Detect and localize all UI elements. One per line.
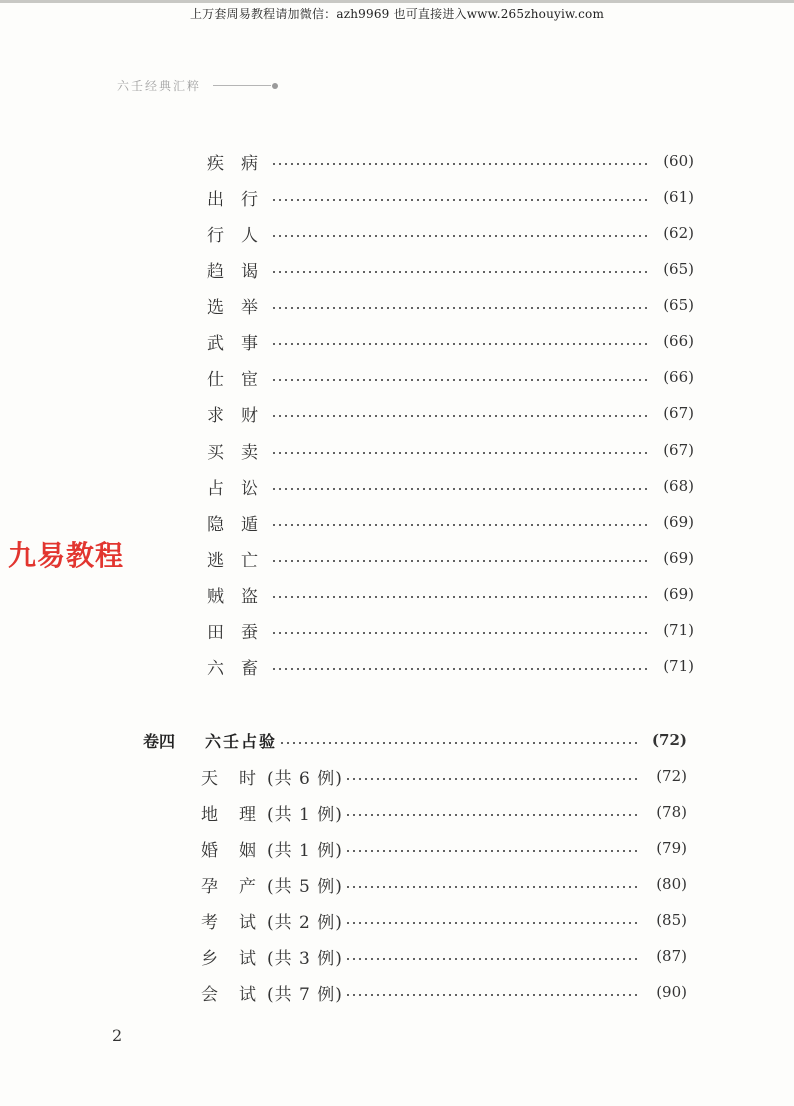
dot-leader	[345, 814, 641, 816]
watermark-banner: 上万套周易教程请加微信：azh9969 也可直接进入www.265zhouyiw.com	[189, 7, 605, 21]
entry-char: 武	[207, 333, 224, 354]
dot-leader	[271, 596, 648, 598]
entry-char: 宦	[241, 369, 258, 390]
toc-entry[interactable]	[207, 329, 694, 353]
toc-entry[interactable]	[207, 618, 694, 642]
entry-page: (90)	[656, 983, 687, 1001]
entry-note: (共 1 例)	[267, 804, 343, 825]
dot-leader	[271, 307, 648, 309]
entry-char: 讼	[241, 478, 258, 499]
entry-char: 人	[241, 225, 258, 246]
entry-char: 试	[239, 984, 256, 1005]
volume-title: 六壬占验	[205, 731, 278, 751]
toc-entry[interactable]	[207, 474, 694, 498]
entry-char: 病	[241, 153, 258, 174]
dot-leader	[271, 379, 648, 381]
toc-sub-entry[interactable]	[201, 764, 687, 788]
volume-page: (72)	[651, 731, 687, 749]
toc-entry[interactable]	[207, 654, 694, 678]
toc-sub-entry[interactable]	[201, 908, 687, 932]
entry-page: (85)	[656, 911, 687, 929]
entry-page: (80)	[656, 875, 687, 893]
entry-char: 田	[207, 622, 224, 643]
entry-note: (共 3 例)	[267, 948, 343, 969]
entry-char: 事	[241, 333, 258, 354]
entry-char: 求	[207, 405, 224, 426]
running-head-rule	[213, 85, 271, 86]
entry-page: (60)	[663, 152, 694, 170]
entry-char: 婚	[201, 840, 218, 861]
entry-page: (69)	[663, 513, 694, 531]
entry-char: 试	[239, 948, 256, 969]
dot-leader	[345, 958, 641, 960]
entry-char: 乡	[201, 948, 218, 969]
toc-entry[interactable]	[207, 185, 694, 209]
toc-entry[interactable]	[207, 293, 694, 317]
toc-entry[interactable]	[207, 510, 694, 534]
dot-leader	[271, 163, 648, 165]
entry-char: 行	[207, 225, 224, 246]
page-number: 2	[112, 1026, 123, 1045]
entry-char: 时	[239, 768, 256, 789]
entry-char: 行	[241, 189, 258, 210]
toc-entry[interactable]	[207, 221, 694, 245]
entry-char: 出	[207, 189, 224, 210]
entry-page: (69)	[663, 585, 694, 603]
dot-leader	[345, 994, 641, 996]
entry-char: 亡	[241, 550, 258, 571]
entry-char: 趋	[207, 261, 224, 282]
brand-watermark: 九易教程	[8, 539, 125, 572]
dot-leader	[271, 668, 648, 670]
entry-char: 卖	[241, 442, 258, 463]
entry-note: (共 5 例)	[267, 876, 343, 897]
volume-label: 卷四	[143, 731, 176, 751]
entry-char: 姻	[239, 840, 256, 861]
dot-leader	[345, 850, 641, 852]
entry-char: 买	[207, 442, 224, 463]
entry-note: (共 2 例)	[267, 912, 343, 933]
entry-char: 六	[207, 658, 224, 679]
entry-page: (65)	[663, 296, 694, 314]
entry-char: 选	[207, 297, 224, 318]
dot-leader	[279, 742, 641, 744]
entry-page: (69)	[663, 549, 694, 567]
entry-page: (65)	[663, 260, 694, 278]
entry-char: 理	[239, 804, 256, 825]
toc-sub-entry[interactable]	[201, 980, 687, 1004]
entry-page: (61)	[663, 188, 694, 206]
entry-char: 蚕	[241, 622, 258, 643]
entry-char: 占	[207, 478, 224, 499]
toc-entry[interactable]	[207, 546, 694, 570]
entry-page: (71)	[663, 657, 694, 675]
toc-entry[interactable]	[207, 582, 694, 606]
entry-char: 畜	[241, 658, 258, 679]
entry-char: 地	[201, 804, 218, 825]
toc-entry[interactable]	[207, 365, 694, 389]
dot-leader	[271, 271, 648, 273]
toc-entry[interactable]	[207, 438, 694, 462]
toc-entry[interactable]	[207, 149, 694, 173]
entry-char: 疾	[207, 153, 224, 174]
entry-char: 试	[239, 912, 256, 933]
entry-note: (共 7 例)	[267, 984, 343, 1005]
entry-char: 贼	[207, 586, 224, 607]
entry-page: (67)	[663, 404, 694, 422]
entry-page: (79)	[656, 839, 687, 857]
toc-entry[interactable]	[207, 257, 694, 281]
entry-page: (66)	[663, 368, 694, 386]
running-head-dot-icon	[272, 83, 278, 89]
running-head	[117, 77, 278, 94]
entry-page: (71)	[663, 621, 694, 639]
entry-char: 天	[201, 768, 218, 789]
entry-char: 举	[241, 297, 258, 318]
dot-leader	[271, 343, 648, 345]
entry-note: (共 1 例)	[267, 840, 343, 861]
entry-char: 产	[239, 876, 256, 897]
entry-char: 考	[201, 912, 218, 933]
entry-page: (62)	[663, 224, 694, 242]
entry-page: (78)	[656, 803, 687, 821]
toc-sub-entry[interactable]	[201, 800, 687, 824]
dot-leader	[271, 452, 648, 454]
entry-char: 财	[241, 405, 258, 426]
toc-sub-entry[interactable]	[201, 944, 687, 968]
entry-char: 仕	[207, 369, 224, 390]
top-border	[0, 0, 794, 3]
dot-leader	[345, 922, 641, 924]
toc-sub-entry[interactable]	[201, 872, 687, 896]
entry-char: 会	[201, 984, 218, 1005]
entry-note: (共 6 例)	[267, 768, 343, 789]
toc-sub-entry[interactable]	[201, 836, 687, 860]
dot-leader	[271, 235, 648, 237]
dot-leader	[345, 778, 641, 780]
dot-leader	[345, 886, 641, 888]
toc-volume-heading[interactable]	[143, 728, 687, 752]
running-head-title: 六壬经典汇粹	[117, 79, 202, 93]
dot-leader	[271, 488, 648, 490]
entry-char: 盗	[241, 586, 258, 607]
toc-entry[interactable]	[207, 401, 694, 425]
entry-page: (68)	[663, 477, 694, 495]
dot-leader	[271, 632, 648, 634]
entry-char: 孕	[201, 876, 218, 897]
entry-page: (67)	[663, 441, 694, 459]
dot-leader	[271, 199, 648, 201]
entry-char: 逃	[207, 550, 224, 571]
dot-leader	[271, 524, 648, 526]
entry-page: (66)	[663, 332, 694, 350]
entry-char: 隐	[207, 514, 224, 535]
entry-page: (87)	[656, 947, 687, 965]
dot-leader	[271, 415, 648, 417]
entry-char: 遁	[241, 514, 258, 535]
entry-char: 谒	[241, 261, 258, 282]
dot-leader	[271, 560, 648, 562]
entry-page: (72)	[656, 767, 687, 785]
